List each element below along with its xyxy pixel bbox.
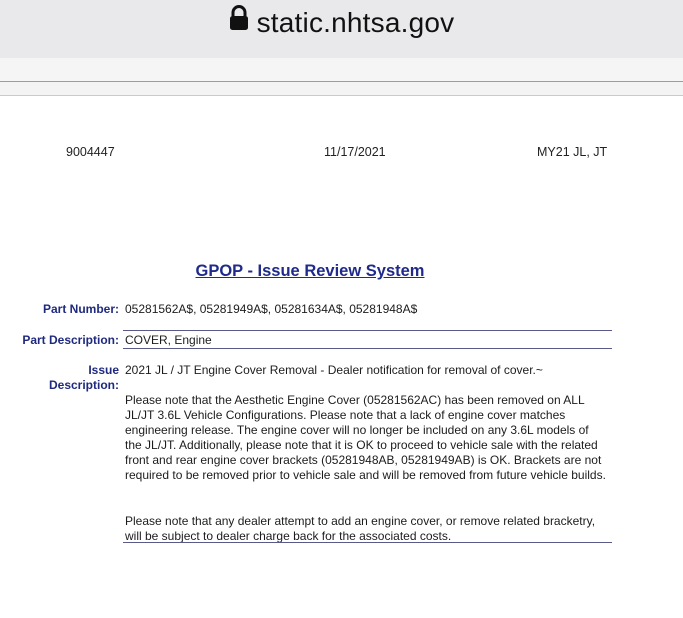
part-description-value: COVER, Engine [125,333,212,347]
document-page [0,96,683,618]
document-id: 9004447 [66,145,115,159]
part-description-bottom-rule [123,348,612,349]
model-year: MY21 JL, JT [537,145,608,159]
part-description-label: Part Description: [22,333,119,347]
lock-icon [229,5,249,38]
document-date: 11/17/2021 [324,145,386,159]
issue-label: Issue [88,363,119,377]
issue-summary: 2021 JL / JT Engine Cover Removal - Dealer notification for removal of cover.~ [125,363,543,377]
issue-description-bottom-rule [123,542,612,543]
part-description-top-rule [123,330,612,331]
issue-paragraph-1: Please note that the Aesthetic Engine Cover (05281562AC) has been removed on ALL JL/JT 3.6L Vehicle Configurations. Please note that a lack of engine cover matches engineering release. The engine cover will no longer be included on any 3.6L models of the JL/JT. Additionally, please note that it is OK to proceed to vehicle sale with the related front and rear engine cover brackets (05281948AB, 05281949AB) is OK. Brackets are not required to be removed prior to vehicle sale and will be removed from future vehicle builds. [125,393,606,482]
part-number-label: Part Number: [42,302,119,316]
issue-paragraph-2: Please note that any dealer attempt to add an engine cover, or remove related bracketry, will be subject to dealer charge back for the associated costs. [125,514,596,543]
url-display[interactable] [0,7,683,41]
browser-url-bar[interactable] [0,0,683,58]
toolbar-strip [0,58,683,82]
url-text: static.nhtsa.gov [256,7,455,38]
part-number-value: 05281562A$, 05281949A$, 05281634A$, 05281948A$ [125,302,418,316]
page-title: GPOP - Issue Review System [195,262,425,280]
toolbar-separator [0,82,683,96]
description-label: Description: [48,378,119,392]
